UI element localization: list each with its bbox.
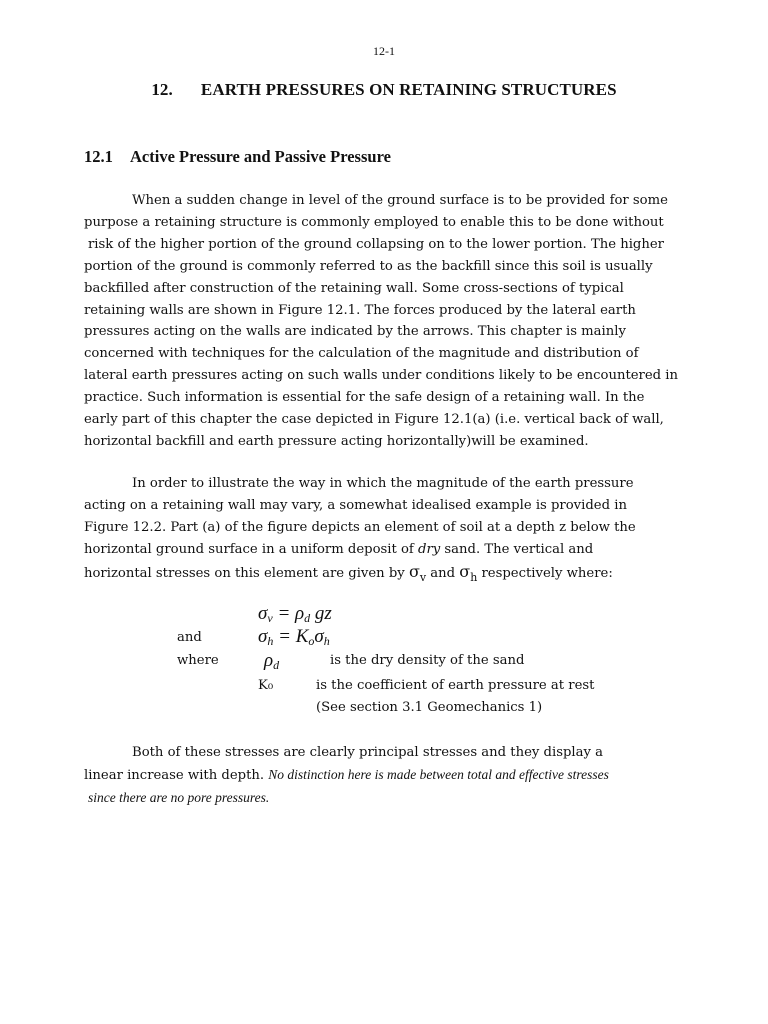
paragraph-line: Both of these stresses are clearly principal stresses and they display a bbox=[132, 745, 603, 760]
paragraph-line bbox=[84, 539, 694, 561]
italic-note: No distinction here is made between total and effective stresses bbox=[268, 766, 609, 782]
page-number: 12-1 bbox=[373, 44, 395, 58]
eq-subscript: v bbox=[267, 611, 273, 625]
where-label: where bbox=[177, 653, 219, 668]
eq-subscript: d bbox=[304, 611, 311, 625]
paragraph-line: acting on a retaining wall may vary, a somewhat idealised example is provided in bbox=[84, 497, 627, 513]
eq-subscript: d bbox=[273, 658, 280, 672]
paragraph-line: In order to illustrate the way in which the magnitude of the earth pressure bbox=[132, 476, 634, 491]
italic-word: dry bbox=[418, 541, 441, 557]
sigma-symbol: σ bbox=[408, 561, 420, 581]
paragraph-line: lateral earth pressures acting on such walls under conditions likely to be encountered in bbox=[84, 368, 678, 384]
text-run: linear increase with depth. bbox=[84, 767, 269, 783]
paragraph-line: purpose a retaining structure is commonly employed to enable this to be done without bbox=[84, 214, 664, 230]
eq-tail: gz bbox=[310, 603, 332, 624]
paragraph-3 bbox=[84, 742, 694, 809]
paragraph-line: horizontal backfill and earth pressure acting horizontally)will be examined. bbox=[84, 433, 589, 449]
text-run: respectively where: bbox=[477, 565, 613, 581]
eq-sigma: σ bbox=[258, 603, 268, 624]
k0-reference: (See section 3.1 Geomechanics 1) bbox=[316, 700, 543, 715]
paragraph-line: backfilled after construction of the retaining wall. Some cross-sections of typical bbox=[84, 280, 624, 296]
chapter-number: 12. bbox=[151, 80, 173, 99]
chapter-title bbox=[0, 80, 768, 100]
italic-note: since there are no pore pressures. bbox=[88, 789, 270, 805]
rho-char: ρ bbox=[264, 650, 274, 671]
text-run: horizontal stresses on this element are given by bbox=[84, 565, 409, 581]
paragraph-line: early part of this chapter the case depicted in Figure 12.1(a) (i.e. vertical back of wall, bbox=[84, 412, 664, 428]
paragraph-1 bbox=[84, 190, 694, 453]
paragraph-line: pressures acting on the walls are indicated by the arrows. This chapter is mainly bbox=[84, 324, 626, 340]
text-run: sand. The vertical and bbox=[440, 541, 594, 557]
paragraph-line bbox=[84, 561, 694, 585]
eq-sigma: σ bbox=[258, 626, 268, 647]
eq-subscript: h bbox=[267, 634, 274, 648]
paragraph-line: Figure 12.2. Part (a) of the figure depicts an element of soil at a depth z below the bbox=[84, 519, 636, 535]
rho-symbol bbox=[264, 650, 279, 673]
subscript-h: h bbox=[470, 570, 478, 584]
k0-symbol: K₀ bbox=[258, 678, 274, 693]
paragraph-line: When a sudden change in level of the ground surface is to be provided for some bbox=[132, 193, 668, 208]
paragraph-line: concerned with techniques for the calculation of the magnitude and distribution of bbox=[84, 346, 639, 362]
paragraph-line: risk of the higher portion of the ground collapsing on to the lower portion. The higher bbox=[88, 236, 664, 252]
eq-subscript: h bbox=[323, 634, 330, 648]
subscript-v: v bbox=[419, 570, 427, 584]
section-number: 12.1 bbox=[84, 147, 113, 166]
paragraph-line: retaining walls are shown in Figure 12.1. The forces produced by the lateral earth bbox=[84, 302, 636, 318]
paragraph-line: practice. Such information is essential for the safe design of a retaining wall. In the bbox=[84, 390, 645, 406]
k0-description: is the coefficient of earth pressure at rest bbox=[316, 678, 595, 693]
section-heading bbox=[84, 147, 391, 167]
sigma-symbol: σ bbox=[459, 561, 471, 581]
equation-horizontal-stress bbox=[258, 626, 330, 649]
and-label: and bbox=[177, 630, 202, 645]
paragraph-2 bbox=[84, 473, 694, 585]
section-title: Active Pressure and Passive Pressure bbox=[130, 147, 391, 166]
eq-subscript: o bbox=[308, 634, 315, 648]
eq-rhs: = K bbox=[273, 626, 309, 647]
text-run: horizontal ground surface in a uniform deposit of bbox=[84, 541, 419, 557]
equation-vertical-stress bbox=[258, 603, 332, 626]
rho-description: is the dry density of the sand bbox=[330, 653, 525, 668]
text-run: and bbox=[426, 565, 460, 581]
chapter-title-text: EARTH PRESSURES ON RETAINING STRUCTURES bbox=[200, 80, 617, 99]
eq-rhs: = ρ bbox=[272, 603, 305, 624]
paragraph-line: portion of the ground is commonly referred to as the backfill since this soil is usually bbox=[84, 258, 653, 274]
paragraph-line bbox=[84, 764, 694, 787]
eq-sigma: σ bbox=[314, 626, 324, 647]
